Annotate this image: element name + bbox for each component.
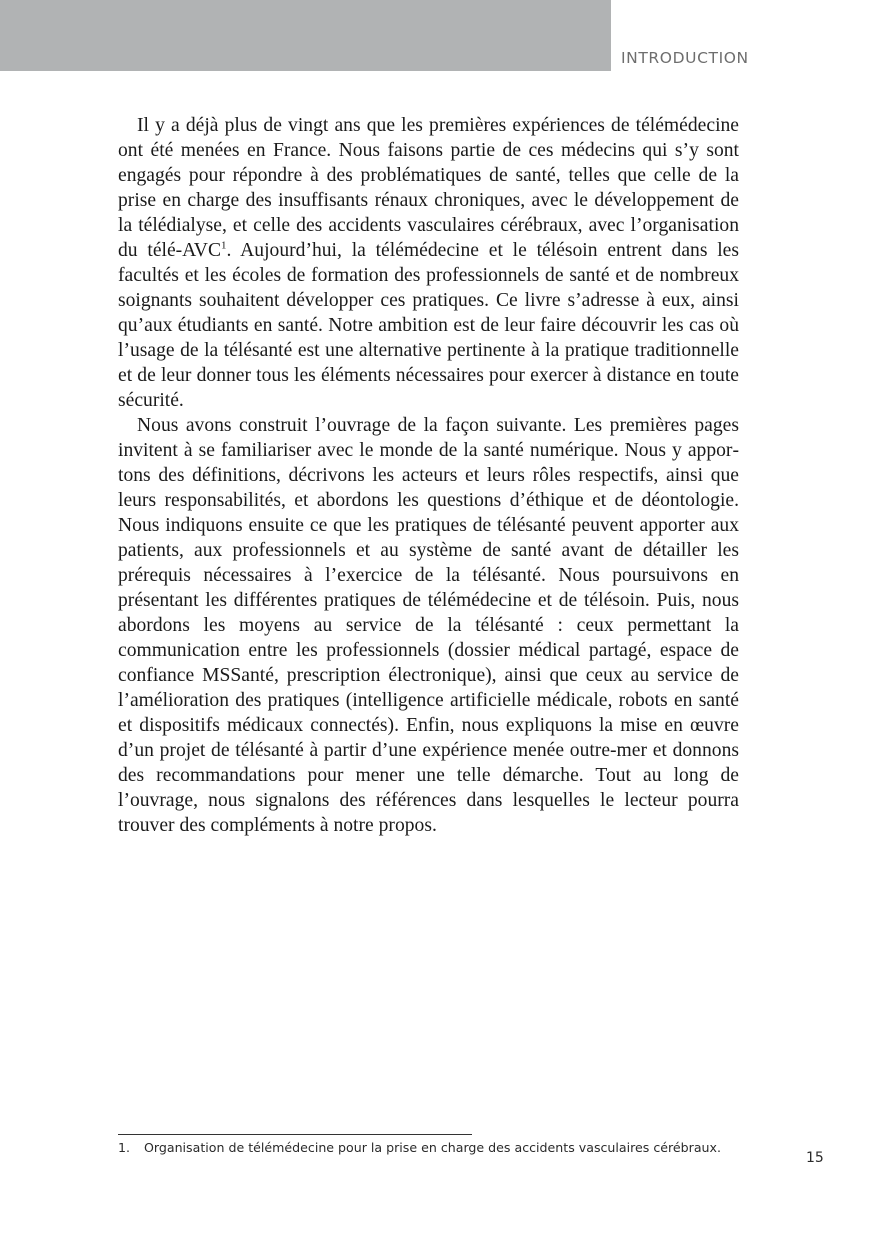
paragraph-1-text-a: Il y a déjà plus de vingt ans que les premières expériences de télémédecine ont été menées en France. Nous faisons partie de ces médecins qui s’y sont engagés pour répondre à des problématiques de santé, telles que celle de la prise en charge des insuffisants rénaux chroniques, avec le développement de la télédialyse, et celle des accidents vasculaires cérébraux, avec l’organisation du télé-AVC — [118, 115, 739, 261]
footnote — [118, 1140, 758, 1156]
footnote-rule — [118, 1134, 472, 1135]
running-head: INTRODUCTION — [621, 49, 749, 67]
footnote-text: Organisation de télémédecine pour la prise en charge des accidents vasculaires cérébraux. — [144, 1140, 721, 1155]
body-text — [118, 113, 739, 838]
footnote-number: 1. — [118, 1140, 131, 1155]
footnote-reference[interactable]: 1 — [221, 239, 227, 252]
paragraph-1 — [118, 113, 739, 413]
page-number: 15 — [806, 1150, 824, 1166]
header-band — [0, 0, 611, 71]
paragraph-1-text-b: . Aujourd’hui, la télémédecine et le télésoin entrent dans les facultés et les écoles de formation des professionnels de santé et de nombreux soignants souhaitent développer ces pratiques. Ce livre s’adresse à eux, ainsi qu’aux étudiants en santé. Notre ambition est de leur faire découvrir les cas où l’usage de la télésanté est une alternative pertinente à la pratique traditionnelle et de leur donner tous les éléments nécessaires pour exercer à distance en toute sécurité. — [118, 240, 739, 411]
paragraph-2: Nous avons construit l’ouvrage de la façon suivante. Les premières pages invitent à se familiariser avec le monde de la santé numérique. Nous y apportons des définitions, décrivons les acteurs et leurs rôles respectifs, ainsi que leurs responsabilités, et abordons les questions d’éthique et de déontologie. Nous indiquons ensuite ce que les pratiques de télésanté peuvent apporter aux patients, aux professionnels et au système de santé avant de détailler les prérequis nécessaires à l’exercice de la télésanté. Nous poursuivons en présentant les différentes pratiques de télémédecine et de télésoin. Puis, nous abordons les moyens au service de la télésanté : ceux permettant la communication entre les professionnels (dossier médical partagé, espace de confiance MSSanté, prescription électronique), ainsi que ceux au service de l’amélioration des pratiques (intelligence artificielle médicale, robots en santé et dispositifs médicaux connectés). Enfin, nous expliquons la mise en œuvre d’un projet de télésanté à partir d’une expérience menée outre-mer et donnons des recommandations pour mener une telle démarche. Tout au long de l’ouvrage, nous signalons des références dans lesquelles le lecteur pourra trouver des compléments à notre propos. — [118, 415, 739, 836]
